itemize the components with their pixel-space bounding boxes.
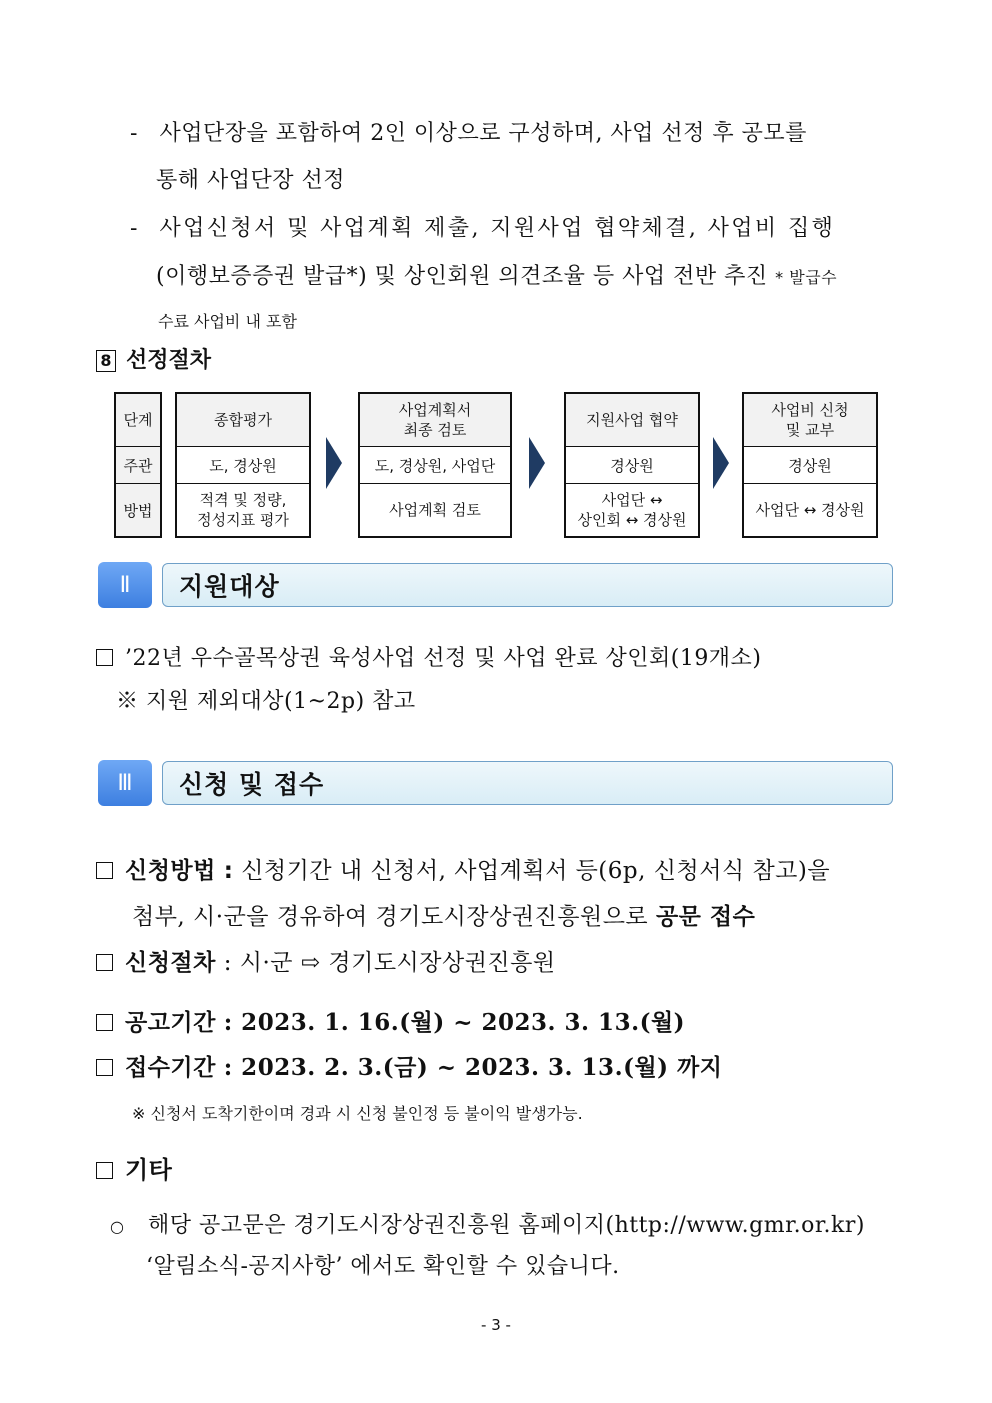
step-method: 사업계획 검토 [389, 501, 481, 519]
step-host: 도, 경상원 [209, 457, 277, 475]
step-host: 도, 경상원, 사업단 [374, 457, 496, 475]
checkbox-square-icon [96, 1162, 113, 1179]
step-method: 사업단 ↔ 경상원 [755, 501, 865, 519]
apply-procedure-label: 신청절차 [125, 950, 216, 976]
bullet-text: (이행보증증권 발급*) 및 상인회원 의견조율 등 사업 전반 추진 [156, 264, 768, 289]
bullet-2-line3: 수료 사업비 내 포함 [158, 312, 297, 331]
receipt-period-label: 접수기간 [125, 1055, 216, 1081]
step-2 [358, 392, 512, 538]
checkbox-square-icon [96, 862, 113, 879]
dash: - [130, 216, 138, 241]
apply-method-line2 [132, 898, 755, 931]
selection-heading [96, 343, 211, 374]
dash: - [130, 121, 138, 146]
support-target-item [96, 641, 761, 672]
step-method-2: 정성지표 평가 [197, 511, 289, 529]
receipt-note: ※ 신청서 도착기한이며 경과 시 신청 불인정 등 불이익 발생가능. [132, 1104, 583, 1123]
bullet-1-line1 [130, 116, 807, 147]
bullet-text: 사업단장을 포함하여 2인 이상으로 구성하며, 사업 선정 후 공모를 [159, 121, 807, 146]
step-host: 경상원 [788, 457, 832, 475]
apply-method-emphasis: 공문 접수 [655, 904, 756, 930]
section-2-number: Ⅱ [98, 562, 152, 608]
step-stage: 종합평가 [214, 411, 272, 429]
step-host: 경상원 [610, 457, 654, 475]
receipt-period-text: : 2023. 2. 3.(금) ~ 2023. 3. 13.(월) 까지 [223, 1054, 723, 1081]
bullet-text: 사업신청서 및 사업계획 제출, 지원사업 협약체결, 사업비 집행 [159, 216, 836, 241]
footnote-text: * 발급수 [775, 268, 838, 287]
checkbox-square-icon [96, 649, 113, 666]
row-label-method: 방법 [123, 502, 153, 520]
etc-line2: ‘알림소식-공지사항’ 에서도 확인할 수 있습니다. [146, 1254, 620, 1279]
section-2-title: 지원대상 [162, 563, 893, 607]
flow-arrow-icon [326, 437, 342, 489]
receipt-period [96, 1049, 723, 1082]
support-target-text: ’22년 우수골목상권 육성사업 선정 및 사업 완료 상인회(19개소) [125, 646, 762, 671]
support-target-note: ※ 지원 제외대상(1~2p) 참고 [116, 689, 416, 714]
step-method-2: 상인회 ↔ 경상원 [577, 511, 687, 529]
page-number: - 3 - [481, 1316, 511, 1334]
step-1 [175, 392, 311, 538]
row-label-host: 주관 [123, 457, 153, 475]
step-stage-2: 및 교부 [785, 421, 835, 439]
apply-procedure [96, 944, 556, 977]
apply-method-text: 첨부, 시·군을 경유하여 경기도시장상권진흥원으로 [132, 904, 649, 930]
notice-period [96, 1004, 685, 1037]
step-stage-1: 사업비 신청 [771, 401, 849, 419]
etc-text: 해당 공고문은 경기도시장상권진흥원 홈페이지(http://www.gmr.or.kr) [147, 1213, 865, 1238]
apply-method-label: 신청방법 [125, 858, 216, 884]
checkbox-square-icon [96, 1014, 113, 1031]
flow-arrow-icon [713, 437, 729, 489]
flow-arrow-icon [529, 437, 545, 489]
checkbox-square-icon [96, 954, 113, 971]
row-label-stage: 단계 [123, 411, 153, 429]
step-stage-2: 최종 검토 [403, 421, 467, 439]
step-stage-1: 사업계획서 [398, 401, 472, 419]
apply-method-text: 신청기간 내 신청서, 사업계획서 등(6p, 신청서식 참고)을 [241, 858, 831, 884]
apply-procedure-text: : 시·군 ⇨ 경기도시장상권진흥원 [223, 950, 556, 976]
section-number-box: 8 [96, 350, 116, 372]
step-4 [742, 392, 878, 538]
apply-method [96, 852, 830, 885]
step-3 [564, 392, 700, 538]
circle-bullet-icon: ○ [110, 1217, 125, 1236]
etc-label: 기타 [125, 1156, 173, 1184]
step-stage: 지원사업 협약 [586, 411, 678, 429]
etc-heading [96, 1150, 172, 1185]
section-3-number: Ⅲ [98, 760, 152, 806]
row-label-column [114, 392, 162, 538]
colon: : [223, 858, 234, 884]
notice-period-text: : 2023. 1. 16.(월) ~ 2023. 3. 13.(월) [223, 1009, 686, 1036]
bullet-2-line1 [130, 211, 835, 242]
notice-period-label: 공고기간 [125, 1010, 216, 1036]
etc-line1 [110, 1208, 865, 1239]
selection-title: 선정절차 [126, 348, 212, 373]
checkbox-square-icon [96, 1059, 113, 1076]
bullet-2-line2 [156, 259, 837, 290]
step-method-1: 사업단 ↔ [601, 491, 663, 509]
bullet-1-line2: 통해 사업단장 선정 [156, 168, 346, 193]
step-method-1: 적격 및 정량, [199, 491, 287, 509]
section-3-title: 신청 및 접수 [162, 761, 893, 805]
